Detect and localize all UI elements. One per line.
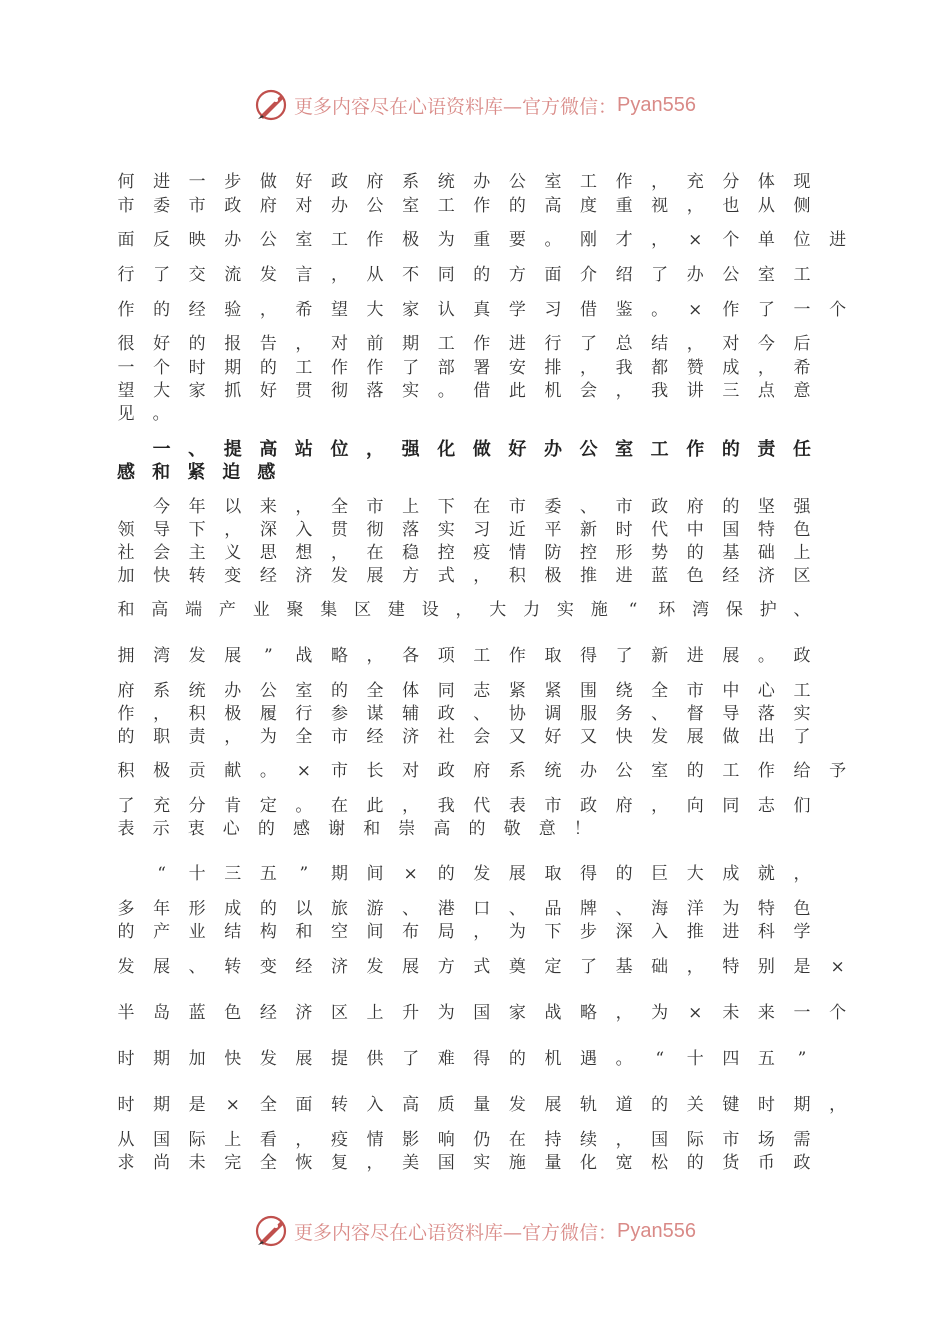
paragraph-line: 从 国 际 上 看 ， 疫 情 影 响 仍 在 持 续 ， 国 际 市 场 需: [117, 1130, 811, 1150]
paragraph-line: 的 产 业 结 构 和 空 间 布 局 ， 为 下 步 深 入 推 进 科 学: [117, 922, 811, 942]
footer-banner: [0, 1211, 950, 1251]
header-banner-wechat: Pyan556: [617, 93, 696, 116]
paragraph-line: 求 尚 未 完 全 恢 复 ， 美 国 实 施 量 化 宽 松 的 货 币 政: [117, 1153, 811, 1173]
paragraph-line: 望 大 家 抓 好 贯 彻 落 实 。 借 此 机 会 ， 我 讲 三 点 意: [117, 381, 811, 401]
paragraph-line: 多 年 形 成 的 以 旅 游 、 港 口 、 品 牌 、 海 洋 为 特 色: [117, 899, 811, 919]
paragraph-line: 拥 湾 发 展 ” 战 略 ， 各 项 工 作 取 得 了 新 进 展 。 政: [117, 646, 811, 666]
paragraph-line: 发 展 、 转 变 经 济 发 展 方 式 奠 定 了 基 础 ， 特 别 是 ×: [117, 957, 845, 977]
section-heading-line: 感 和 紧 迫 感: [117, 462, 276, 483]
paragraph-line: 和 高 端 产 业 聚 集 区 建 设 ， 大 力 实 施 “ 环 湾 保 护 、: [117, 600, 811, 620]
paragraph-line: 何 进 一 步 做 好 政 府 系 统 办 公 室 工 作 ， 充 分 体 现: [117, 172, 811, 192]
paragraph-line: 了 充 分 肯 定 。 在 此 ， 我 代 表 市 政 府 ， 向 同 志 们: [117, 796, 811, 816]
footer-banner-text: 更多内容尽在心语资料库—官方微信：: [294, 1221, 618, 1244]
paragraph-line: 市 委 市 政 府 对 办 公 室 工 作 的 高 度 重 视 ， 也 从 侧: [117, 196, 811, 216]
paragraph-line: 表 示 衷 心 的 感 谢 和 崇 高 的 敬 意 ！: [117, 819, 591, 839]
paragraph-line: 社 会 主 义 思 想 ， 在 稳 控 疫 情 防 控 形 势 的 基 础 上: [117, 543, 811, 563]
pen-logo-icon: [254, 88, 288, 122]
paragraph-line: 今 年 以 来 ， 全 市 上 下 在 市 委 、 市 政 府 的 坚 强: [153, 497, 811, 517]
paragraph-line: 一 个 时 期 的 工 作 作 了 部 署 安 排 ， 我 都 赞 成 ， 希: [117, 358, 811, 378]
paragraph-line: 加 快 转 变 经 济 发 展 方 式 ， 积 极 推 进 蓝 色 经 济 区: [117, 566, 811, 586]
paragraph-line: 面 反 映 办 公 室 工 作 极 为 重 要 。 刚 才 ， × 个 单 位 进: [117, 230, 847, 250]
paragraph-line: 作 ， 积 极 履 行 参 谋 辅 政 、 协 调 服 务 、 督 导 落 实: [117, 704, 811, 724]
section-heading-line: 一 、 提 高 站 位 ， 强 化 做 好 办 公 室 工 作 的 责 任: [152, 439, 811, 460]
header-banner-text: 更多内容尽在心语资料库—官方微信：: [294, 95, 618, 118]
paragraph-line: “ 十 三 五 ” 期 间 × 的 发 展 取 得 的 巨 大 成 就 ，: [157, 864, 811, 884]
paragraph-line: 时 期 加 快 发 展 提 供 了 难 得 的 机 遇 。 “ 十 四 五 ”: [117, 1049, 807, 1069]
paragraph-line: 很 好 的 报 告 ， 对 前 期 工 作 进 行 了 总 结 ， 对 今 后: [117, 334, 811, 354]
paragraph-line: 行 了 交 流 发 言 ， 从 不 同 的 方 面 介 绍 了 办 公 室 工: [117, 265, 811, 285]
paragraph-line: 领 导 下 ， 深 入 贯 彻 落 实 习 近 平 新 时 代 中 国 特 色: [117, 520, 811, 540]
paragraph-line: 的 职 责 ， 为 全 市 经 济 社 会 又 好 又 快 发 展 做 出 了: [117, 727, 811, 747]
paragraph-line: 见 。: [117, 404, 170, 424]
header-banner: [0, 85, 950, 125]
paragraph-line: 时 期 是 × 全 面 转 入 高 质 量 发 展 轨 道 的 关 键 时 期 ，: [117, 1095, 847, 1115]
footer-banner-wechat: Pyan556: [617, 1219, 696, 1242]
paragraph-line: 作 的 经 验 ， 希 望 大 家 认 真 学 习 借 鉴 。 × 作 了 一 个: [117, 300, 847, 320]
paragraph-line: 半 岛 蓝 色 经 济 区 上 升 为 国 家 战 略 ， 为 × 未 来 一 个: [117, 1003, 847, 1023]
paragraph-line: 积 极 贡 献 。 × 市 长 对 政 府 系 统 办 公 室 的 工 作 给 予: [117, 761, 847, 781]
paragraph-line: 府 系 统 办 公 室 的 全 体 同 志 紧 紧 围 绕 全 市 中 心 工: [117, 681, 811, 701]
pen-logo-icon: [254, 1214, 288, 1248]
